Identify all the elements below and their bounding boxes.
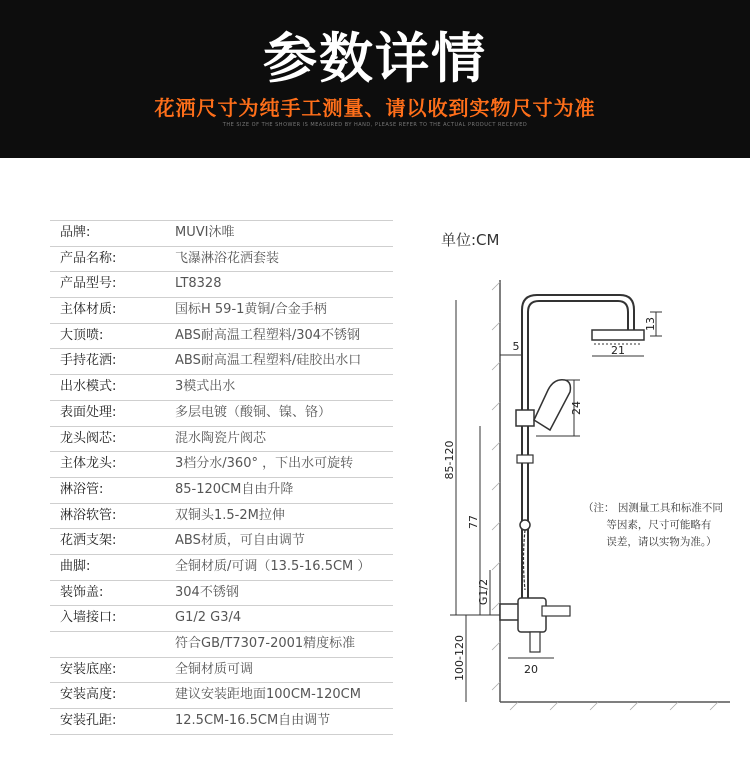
- dim-inlet: G1/2: [477, 578, 490, 606]
- hose: [524, 530, 526, 590]
- spec-label: 手持花洒:: [60, 353, 117, 369]
- spec-row: [50, 683, 393, 709]
- header-banner: [0, 0, 750, 158]
- spec-row: [50, 581, 393, 607]
- spec-row: [50, 298, 393, 324]
- spec-row: [50, 658, 393, 684]
- dim-head-height: 13: [644, 317, 657, 331]
- spec-value: 建议安装距地面100CM-120CM: [175, 687, 361, 703]
- spec-row: [50, 504, 393, 530]
- spec-row: [50, 401, 393, 427]
- spec-value: 全铜材质可调: [175, 661, 254, 677]
- spec-value: 304不锈钢: [175, 584, 239, 600]
- banner-fine-print: THE SIZE OF THE SHOWER IS MEASURED BY HAND, PLEASE REFER TO THE ACTUAL PRODUCT RECEIVED: [222, 122, 528, 128]
- banner-subtitle: 花洒尺寸为纯手工测量、请以收到实物尺寸为准: [154, 96, 596, 120]
- dim-mixer-width: 20: [524, 663, 538, 676]
- page-title: 参数详情: [263, 27, 487, 90]
- mixer-handle: [542, 606, 570, 616]
- spec-row: [50, 427, 393, 453]
- spec-label: 安装底座:: [60, 661, 117, 677]
- spec-label: 产品型号:: [60, 276, 117, 292]
- spec-value: 符合GB/T7307-2001精度标准: [175, 636, 356, 651]
- spec-value: 12.5CM-16.5CM自由调节: [175, 713, 331, 729]
- dim-slide: 77: [467, 515, 480, 529]
- wall-hatch: [492, 282, 718, 710]
- spec-row: [50, 529, 393, 555]
- spec-row: [50, 709, 393, 735]
- spec-label: 安装孔距:: [60, 713, 117, 729]
- spec-value: 多层电镀（酸铜、镍、铬）: [175, 404, 332, 420]
- spec-label: 入墙接口:: [60, 610, 117, 626]
- spec-label: 装饰盖:: [60, 584, 104, 600]
- spec-table: [50, 220, 393, 735]
- slide-bracket: [516, 410, 534, 426]
- unit-label: 单位:CM: [441, 231, 500, 249]
- spec-row: [50, 272, 393, 298]
- spec-row: [50, 606, 393, 632]
- measurement-note: （注： 因测量工具和标准不同 等因素，尺寸可能略有 误差，请以实物为准。）: [583, 502, 723, 548]
- dim-head-width: 21: [611, 344, 625, 357]
- spec-row: [50, 632, 393, 658]
- spec-value: 双铜头1.5-2M拉伸: [175, 507, 285, 523]
- spec-label: 大顶喷:: [60, 327, 104, 343]
- pipe-clamp: [517, 455, 533, 463]
- spec-value: ABS耐高温工程塑料/硅胶出水口: [175, 353, 362, 369]
- dim-mount-height: 100-120: [453, 635, 466, 681]
- spec-value: 全铜材质/可调（13.5-16.5CM ）: [175, 558, 371, 574]
- spec-label: 淋浴软管:: [60, 507, 117, 523]
- spec-row: [50, 375, 393, 401]
- spec-label: 主体龙头:: [60, 456, 117, 472]
- spec-row: [50, 220, 393, 247]
- dim-handheld: 24: [570, 401, 583, 415]
- spec-label: 龙头阀芯:: [60, 430, 117, 446]
- spec-label: 花洒支架:: [60, 533, 117, 549]
- spec-row: [50, 247, 393, 273]
- spec-row: [50, 555, 393, 581]
- spec-label: 品牌:: [60, 225, 91, 240]
- spec-row: [50, 324, 393, 350]
- spout: [530, 632, 540, 652]
- dim-pipe-range: 85-120: [443, 440, 456, 480]
- spec-value: 飞瀑淋浴花洒套装: [175, 250, 280, 266]
- spec-value: ABS耐高温工程塑料/304不锈钢: [175, 327, 361, 343]
- spec-value: G1/2 G3/4: [175, 610, 242, 626]
- spec-label: 主体材质:: [60, 302, 117, 318]
- spec-row: [50, 349, 393, 375]
- dim-offset: 5: [512, 340, 520, 353]
- spec-label: 安装高度:: [60, 687, 117, 703]
- spec-row: [50, 452, 393, 478]
- spec-row: [50, 478, 393, 504]
- spec-value: LT8328: [175, 276, 222, 292]
- spec-label: 表面处理:: [60, 404, 117, 420]
- spec-label: 淋浴管:: [60, 481, 104, 497]
- spec-value: 混水陶瓷片阀芯: [175, 430, 267, 446]
- spec-value: 85-120CM自由升降: [175, 481, 294, 497]
- spec-value: ABS材质，可自由调节: [175, 533, 305, 549]
- riser-pipe: [522, 295, 634, 605]
- spec-value: MUVI沐唯: [175, 225, 235, 240]
- spec-value: 国标H 59-1黄铜/合金手柄: [175, 302, 327, 318]
- spec-label: 出水模式:: [60, 379, 117, 395]
- spec-value: 3档分水/360° ，下出水可旋转: [175, 456, 354, 472]
- spec-value: 3模式出水: [175, 379, 236, 395]
- shower-diagram: [430, 270, 730, 715]
- spec-label: 产品名称:: [60, 250, 117, 266]
- spec-label: 曲脚:: [60, 558, 91, 574]
- handheld-shower: [534, 380, 570, 430]
- hose-ring: [520, 520, 530, 530]
- shower-head: [592, 330, 644, 340]
